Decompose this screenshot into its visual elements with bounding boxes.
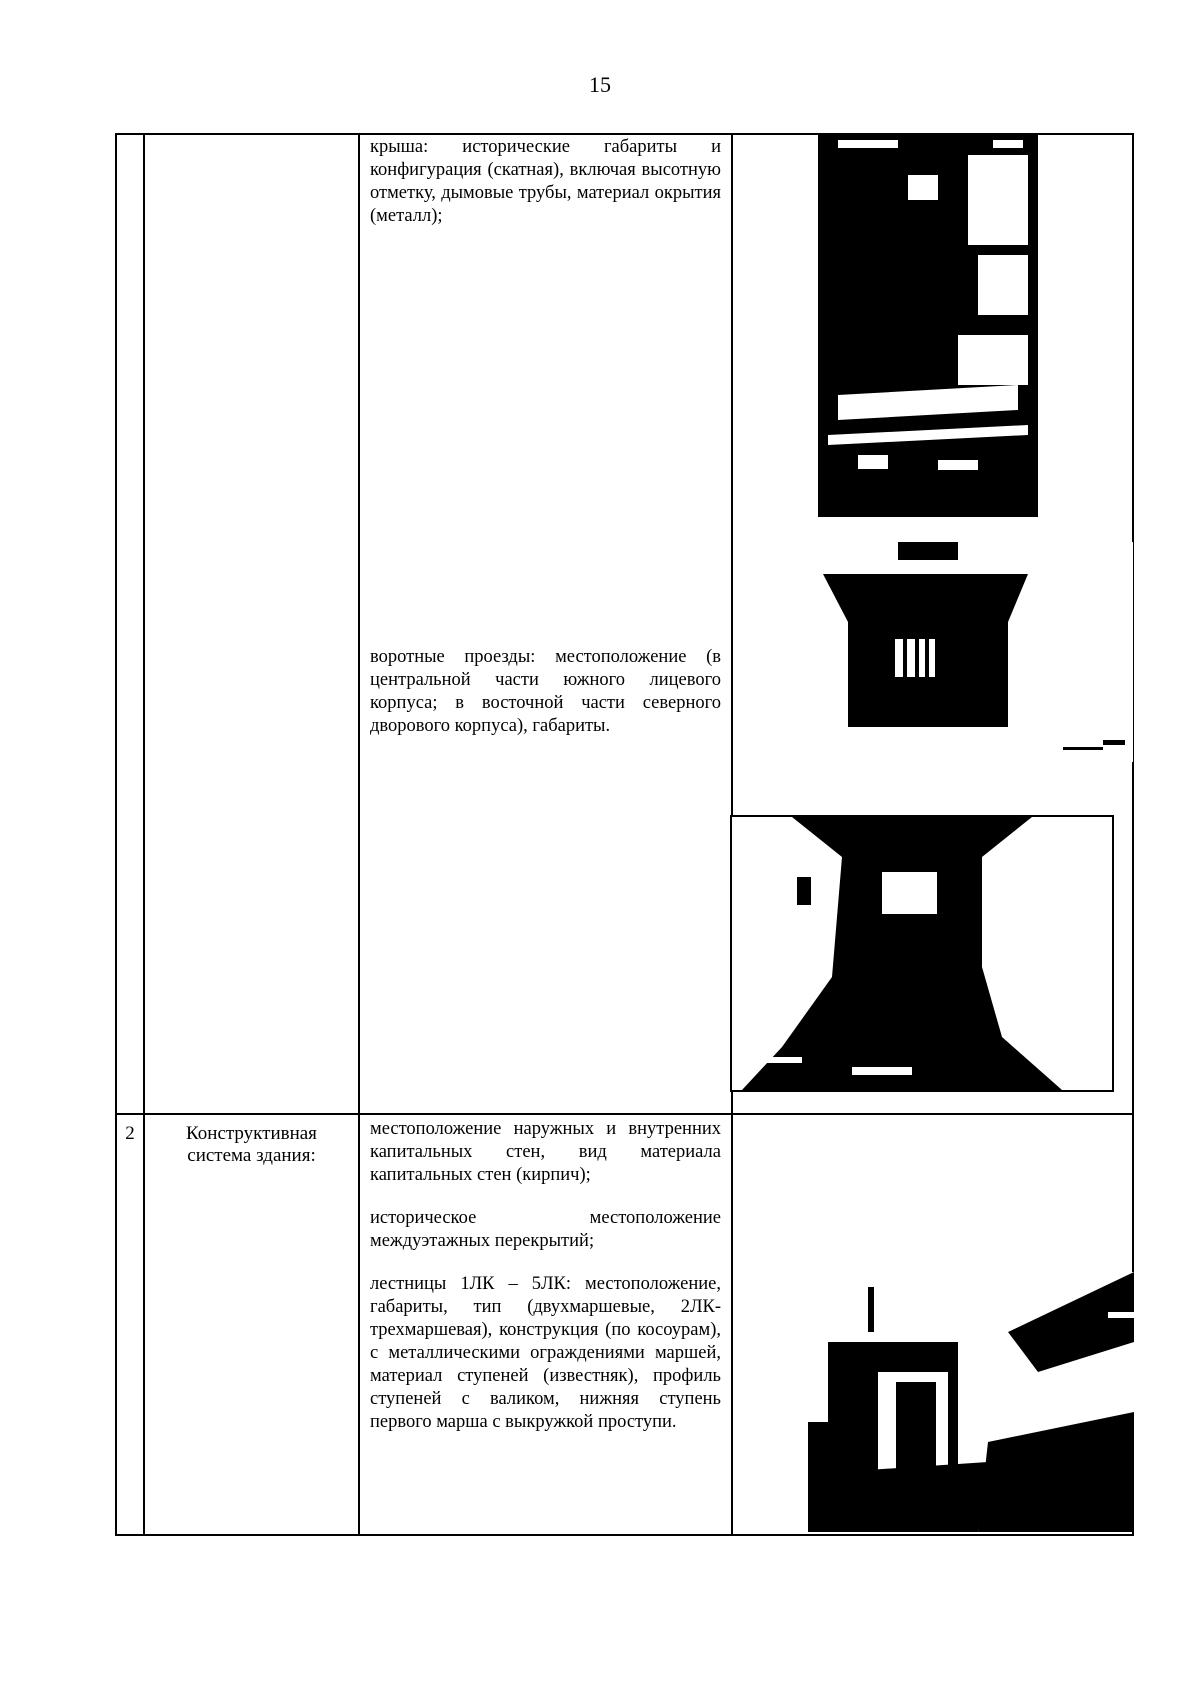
row-number-cell: 2 — [116, 1114, 144, 1535]
section-cell: Конструктивная система здания: — [144, 1114, 359, 1535]
row-number-cell — [116, 134, 144, 1114]
description-cell — [359, 1114, 732, 1535]
section-cell — [144, 134, 359, 1114]
roof-photo — [818, 135, 1038, 517]
table-row — [116, 134, 1133, 1114]
stairs-paragraph: лестницы 1ЛК – 5ЛК: местоположение, габариты, тип (двухмаршевые, 2ЛК-трехмаршевая), конструкция (по косоурам), с металлическими ограждениями маршей, материал ступеней (известняк), профиль ступеней с валиком, нижняя ступень первого марша с выкружкой проступи. — [370, 1274, 721, 1432]
photo-cell — [732, 1114, 1133, 1535]
protected-features-table — [115, 133, 1134, 1536]
table-row — [116, 1114, 1133, 1535]
walls-paragraph: местоположение наружных и внутренних капитальных стен, вид материала капитальных стен (кирпич); — [370, 1119, 721, 1185]
roof-paragraph: крыша: исторические габариты и конфигурация (скатная), включая высотную отметку, дымовые трубы, материал окрытия (металл); — [370, 137, 721, 226]
gateway-paragraph: воротные проезды: местоположение (в центральной части южного лицевого корпуса; в восточной части северного дворового корпуса), габариты. — [370, 647, 721, 736]
gateway-interior-photo — [730, 815, 1114, 1092]
photo-cell — [732, 134, 1133, 1114]
floors-paragraph: историческое местоположение междуэтажных перекрытий; — [370, 1208, 721, 1251]
staircase-photo — [808, 1272, 1134, 1532]
gateway-photo — [803, 542, 1133, 762]
page-number: 15 — [589, 72, 611, 97]
description-cell — [359, 134, 732, 1114]
